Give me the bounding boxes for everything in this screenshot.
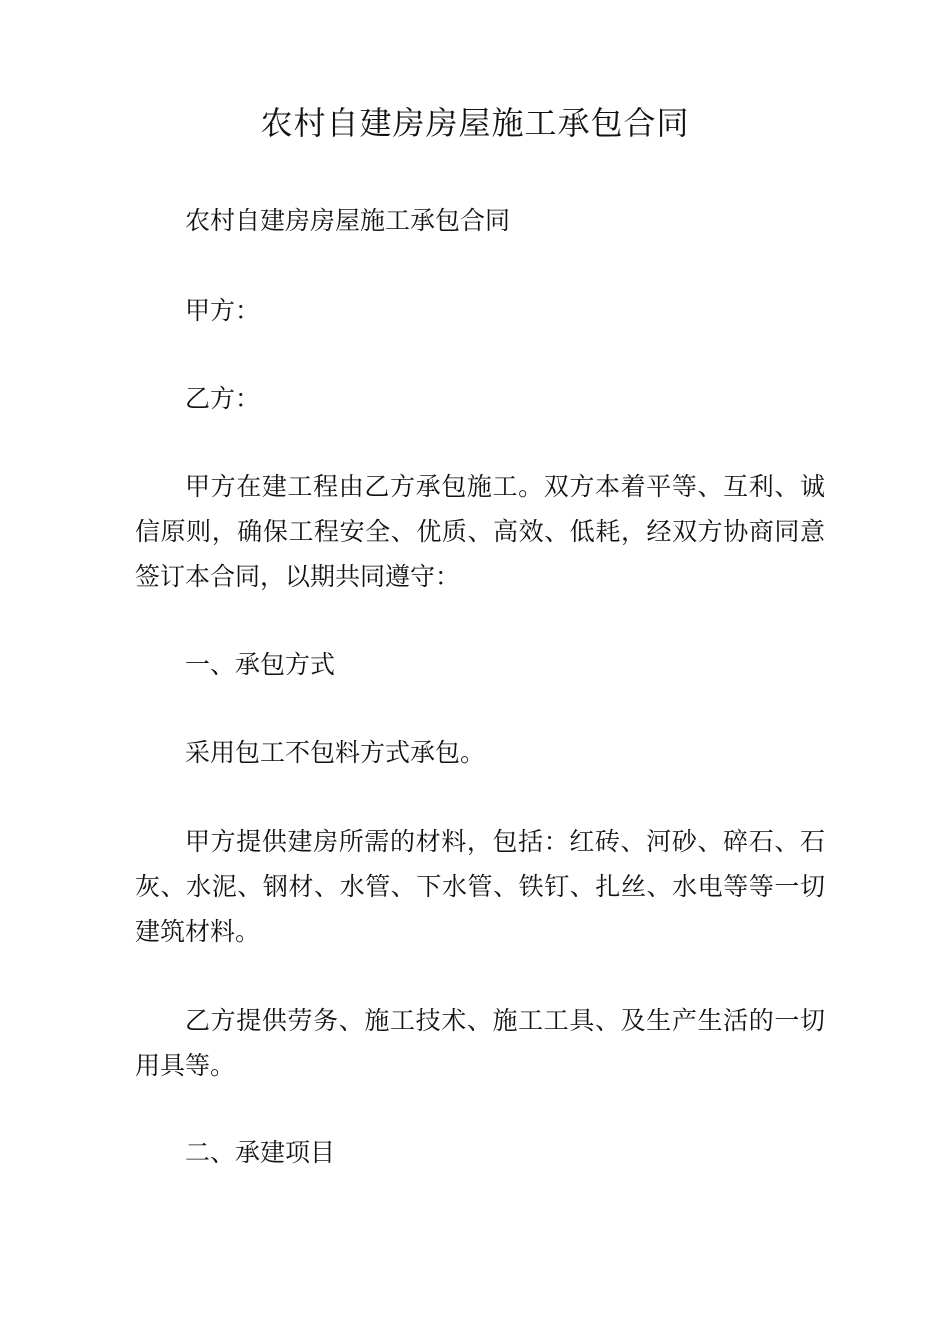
paragraph-party-a: 甲方： xyxy=(185,296,261,325)
paragraph-party-b: 乙方： xyxy=(185,384,261,413)
section-heading-construction-items: 二、承建项目 xyxy=(185,1138,336,1167)
paragraph-subtitle: 农村自建房房屋施工承包合同 xyxy=(185,206,511,235)
section-heading-contract-method: 一、承包方式 xyxy=(185,650,336,679)
paragraph-party-b-labor: 乙方提供劳务、施工技术、施工工具、及生产生活的一切用具等。 xyxy=(135,1006,825,1080)
document-title: 农村自建房房屋施工承包合同 xyxy=(260,104,690,142)
paragraph-labor-only: 采用包工不包料方式承包。 xyxy=(185,738,486,767)
paragraph-party-a-materials: 甲方提供建房所需的材料，包括：红砖、河砂、碎石、石灰、水泥、钢材、水管、下水管、铁钉、扎丝、水电等等一切建筑材料。 xyxy=(135,827,825,946)
paragraph-preamble: 甲方在建工程由乙方承包施工。双方本着平等、互利、诚信原则，确保工程安全、优质、高效、低耗，经双方协商同意签订本合同，以期共同遵守： xyxy=(135,472,825,591)
